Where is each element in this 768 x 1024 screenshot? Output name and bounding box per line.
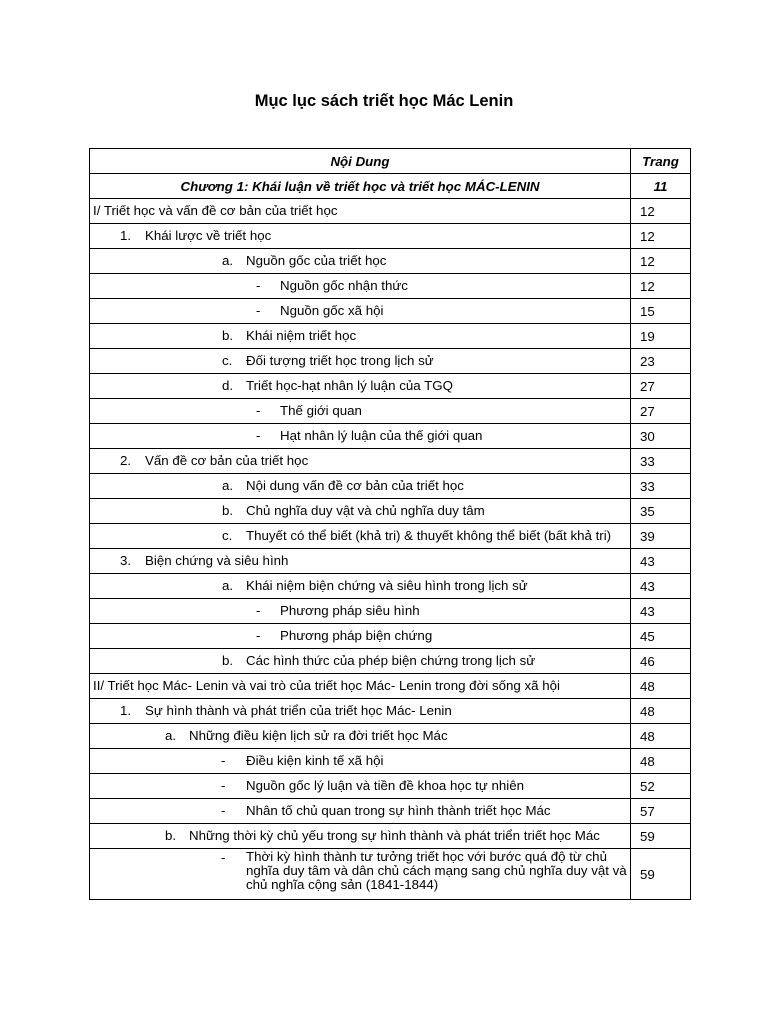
toc-page-number: 23 <box>631 349 691 374</box>
toc-page-number: 43 <box>631 599 691 624</box>
toc-page-number: 39 <box>631 524 691 549</box>
toc-page-number: 43 <box>631 574 691 599</box>
toc-entry <box>90 749 631 774</box>
toc-entry <box>90 774 631 799</box>
toc-entry-content <box>90 674 630 698</box>
toc-marker: - <box>256 428 261 443</box>
toc-entry-content <box>90 424 630 448</box>
toc-row <box>90 399 691 424</box>
toc-entry <box>90 499 631 524</box>
toc-entry-content <box>90 574 630 598</box>
toc-entry-content <box>90 749 630 773</box>
toc-entry-content <box>90 499 630 523</box>
toc-entry-content <box>90 824 630 848</box>
toc-entry <box>90 199 631 224</box>
toc-entry <box>90 399 631 424</box>
toc-marker: - <box>221 778 226 793</box>
toc-entry-text: Hạt nhân lý luận của thế giới quan <box>280 428 483 443</box>
toc-entry <box>90 624 631 649</box>
toc-page-number: 12 <box>631 249 691 274</box>
toc-row <box>90 324 691 349</box>
toc-marker: 2. <box>120 453 132 468</box>
toc-entry-content <box>90 599 630 623</box>
toc-entry-content <box>90 324 630 348</box>
toc-page-number: 27 <box>631 399 691 424</box>
header-content: Nội Dung <box>90 149 631 174</box>
toc-marker: - <box>256 628 261 643</box>
toc-row <box>90 799 691 824</box>
toc-row <box>90 199 691 224</box>
toc-marker: 1. <box>120 703 132 718</box>
toc-entry-content <box>90 299 630 323</box>
toc-page-number: 48 <box>631 674 691 699</box>
toc-entry <box>90 549 631 574</box>
toc-page-number: 12 <box>631 274 691 299</box>
toc-page-number: 33 <box>631 449 691 474</box>
toc-page-number: 35 <box>631 499 691 524</box>
toc-entry-text: Nhân tố chủ quan trong sự hình thành triết học Mác <box>246 803 551 818</box>
toc-marker: - <box>256 403 261 418</box>
toc-page-number: 52 <box>631 774 691 799</box>
toc-page-number: 59 <box>631 824 691 849</box>
toc-entry-text: Nguồn gốc xã hội <box>280 303 384 318</box>
toc-page-number: 45 <box>631 624 691 649</box>
toc-marker: c. <box>222 528 233 543</box>
toc-entry <box>90 674 631 699</box>
toc-marker: a. <box>165 728 177 743</box>
toc-table <box>89 148 691 900</box>
toc-body <box>90 174 691 900</box>
toc-entry-text: Những điều kiện lịch sử ra đời triết học Mác <box>189 728 448 743</box>
toc-row <box>90 524 691 549</box>
toc-row <box>90 749 691 774</box>
toc-entry <box>90 174 631 199</box>
toc-entry-text: Nguồn gốc của triết học <box>246 253 387 268</box>
toc-entry <box>90 524 631 549</box>
toc-page-number: 30 <box>631 424 691 449</box>
toc-row <box>90 349 691 374</box>
toc-page-number: 12 <box>631 199 691 224</box>
toc-marker: b. <box>222 503 234 518</box>
toc-entry-content <box>90 449 630 473</box>
toc-page-number: 48 <box>631 699 691 724</box>
toc-entry-text: Nguồn gốc nhận thức <box>280 278 408 293</box>
toc-marker: a. <box>222 478 234 493</box>
toc-row <box>90 374 691 399</box>
toc-page-number: 33 <box>631 474 691 499</box>
toc-entry <box>90 699 631 724</box>
toc-entry-content <box>90 249 630 273</box>
toc-row <box>90 299 691 324</box>
toc-entry-content <box>90 374 630 398</box>
toc-marker: - <box>256 303 261 318</box>
toc-row <box>90 224 691 249</box>
toc-row <box>90 699 691 724</box>
toc-entry-text: Khái lược về triết học <box>145 228 272 243</box>
toc-entry-content <box>90 524 630 548</box>
toc-entry-text: Vấn đề cơ bản của triết học <box>145 453 309 468</box>
toc-entry <box>90 849 631 900</box>
toc-entry-text: Chủ nghĩa duy vật và chủ nghĩa duy tâm <box>246 503 485 518</box>
toc-entry-content <box>90 699 630 723</box>
toc-marker: b. <box>165 828 177 843</box>
toc-entry-content <box>90 549 630 573</box>
toc-marker: b. <box>222 328 234 343</box>
toc-entry <box>90 599 631 624</box>
toc-page-number: 57 <box>631 799 691 824</box>
toc-page-number: 27 <box>631 374 691 399</box>
toc-row <box>90 774 691 799</box>
toc-marker: c. <box>222 353 233 368</box>
toc-marker: - <box>221 850 226 865</box>
toc-page-number: 15 <box>631 299 691 324</box>
toc-row <box>90 499 691 524</box>
toc-entry-content <box>90 474 630 498</box>
toc-row <box>90 674 691 699</box>
toc-row <box>90 849 691 900</box>
toc-entry <box>90 649 631 674</box>
toc-entry-text: Các hình thức của phép biện chứng trong lịch sử <box>246 653 536 668</box>
toc-entry-content <box>90 349 630 373</box>
toc-entry-text: Những thời kỳ chủ yếu trong sự hình thành và phát triển triết học Mác <box>189 828 600 843</box>
toc-entry-content <box>90 849 630 899</box>
toc-row <box>90 649 691 674</box>
toc-entry-content <box>90 724 630 748</box>
toc-row <box>90 624 691 649</box>
toc-page-number: 19 <box>631 324 691 349</box>
toc-marker: a. <box>222 253 234 268</box>
toc-entry-text: Đối tượng triết học trong lịch sử <box>246 353 434 368</box>
toc-entry-content <box>90 224 630 248</box>
toc-entry <box>90 224 631 249</box>
toc-entry-text: Phương pháp siêu hình <box>280 603 420 618</box>
toc-row <box>90 724 691 749</box>
toc-entry-text: Phương pháp biện chứng <box>280 628 433 643</box>
toc-marker: d. <box>222 378 234 393</box>
toc-marker: - <box>221 753 226 768</box>
toc-row <box>90 824 691 849</box>
toc-row <box>90 174 691 199</box>
toc-row <box>90 249 691 274</box>
toc-entry-content <box>90 774 630 798</box>
toc-entry <box>90 249 631 274</box>
toc-marker: b. <box>222 653 234 668</box>
toc-entry <box>90 274 631 299</box>
toc-entry-text: Thuyết có thể biết (khả tri) & thuyết không thể biết (bất khả tri) <box>246 528 612 543</box>
toc-entry-text: Sự hình thành và phát triển của triết học Mác- Lenin <box>145 703 452 718</box>
chapter-title: Chương 1: Khái luận về triết học và triết học MÁC-LENIN <box>180 178 540 194</box>
toc-entry-text: Triết học-hạt nhân lý luận của TGQ <box>246 378 453 393</box>
toc-page-number: 59 <box>631 849 691 900</box>
toc-entry <box>90 324 631 349</box>
toc-entry-text: Khái niệm biện chứng và siêu hình trong lịch sử <box>246 578 528 593</box>
toc-entry <box>90 424 631 449</box>
toc-entry <box>90 299 631 324</box>
toc-row <box>90 449 691 474</box>
toc-entry-text: Nguồn gốc lý luận và tiền đề khoa học tự nhiên <box>246 778 524 793</box>
toc-page-number: 12 <box>631 224 691 249</box>
toc-entry-content <box>90 624 630 648</box>
toc-page-number: 11 <box>631 174 691 199</box>
toc-row <box>90 599 691 624</box>
toc-entry <box>90 474 631 499</box>
toc-entry <box>90 349 631 374</box>
toc-marker: - <box>256 278 261 293</box>
toc-row <box>90 274 691 299</box>
toc-row <box>90 424 691 449</box>
toc-entry <box>90 374 631 399</box>
toc-marker: 1. <box>120 228 132 243</box>
toc-entry-text: Thế giới quan <box>280 403 362 418</box>
document-title: Mục lục sách triết học Mác Lenin <box>254 92 514 110</box>
toc-entry-content <box>90 199 630 223</box>
toc-entry <box>90 824 631 849</box>
toc-entry-text: Nội dung vấn đề cơ bản của triết học <box>246 478 464 493</box>
toc-entry <box>90 574 631 599</box>
toc-entry <box>90 724 631 749</box>
toc-page-number: 43 <box>631 549 691 574</box>
toc-entry-text: II/ Triết học Mác- Lenin và vai trò của triết học Mác- Lenin trong đời sống xã hội <box>93 678 560 693</box>
toc-page-number: 48 <box>631 749 691 774</box>
toc-entry-text: Khái niệm triết học <box>246 328 357 343</box>
toc-page-number: 46 <box>631 649 691 674</box>
toc-entry-text: Điều kiện kinh tế xã hội <box>246 753 384 768</box>
toc-page-number: 48 <box>631 724 691 749</box>
toc-entry-content <box>90 799 630 823</box>
toc-marker: - <box>256 603 261 618</box>
toc-entry-content <box>90 274 630 298</box>
header-page: Trang <box>631 149 691 174</box>
toc-marker: a. <box>222 578 234 593</box>
toc-entry-text: I/ Triết học và vấn đề cơ bản của triết học <box>93 203 338 218</box>
toc-entry-content <box>90 649 630 673</box>
toc-entry-text: Biện chứng và siêu hình <box>145 553 289 568</box>
toc-row <box>90 549 691 574</box>
toc-marker: 3. <box>120 553 132 568</box>
toc-entry <box>90 799 631 824</box>
table-header-row <box>90 149 691 174</box>
toc-entry <box>90 449 631 474</box>
toc-row <box>90 574 691 599</box>
toc-entry-content <box>90 399 630 423</box>
toc-marker: - <box>221 803 226 818</box>
toc-row <box>90 474 691 499</box>
toc-entry-text: Thời kỳ hình thành tư tưởng triết học với bước quá độ từ chủ nghĩa duy tâm và dân chủ cách mạng sang chủ nghĩa duy vật và chủ nghĩa cộng sản (1841-1844) <box>246 849 627 892</box>
